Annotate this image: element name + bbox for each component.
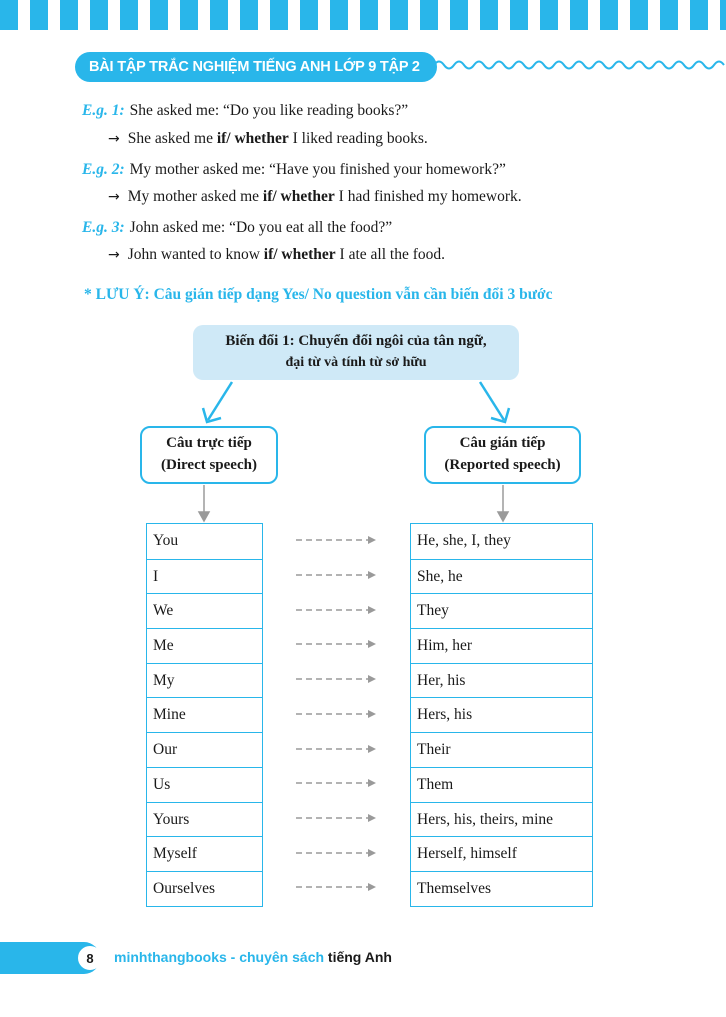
step-line-2: đại từ và tính từ sở hữu (285, 355, 427, 370)
result-keyword: if/ whether (216, 130, 289, 147)
table-cell: Hers, his, theirs, mine (411, 802, 592, 837)
dashed-arrow-icon (296, 882, 376, 892)
result-keyword: if/ whether (263, 246, 336, 263)
result-before: She asked me (127, 130, 213, 147)
reported-speech-subtitle: (Reported speech) (444, 457, 561, 473)
table-cell: Them (411, 767, 592, 802)
footer-brand (114, 949, 392, 965)
result-before: My mother asked me (127, 188, 260, 205)
table-cell: You (153, 532, 179, 549)
result-after: I liked reading books. (292, 130, 428, 147)
table-cell: Our (147, 732, 262, 767)
example-sentence: She asked me: “Do you like reading books?” (129, 102, 409, 119)
note-text: * LƯU Ý: Câu gián tiếp dạng Yes/ No question vẫn cần biến đổi 3 bước (84, 286, 553, 303)
example-sentence: John asked me: “Do you eat all the food?” (129, 219, 393, 236)
table-cell: They (411, 593, 592, 628)
table-cell: Themselves (411, 871, 592, 906)
dashed-arrow-icon (296, 605, 376, 615)
table-cell: He, she, I, they (417, 532, 511, 549)
direct-speech-box (140, 426, 278, 484)
result-keyword: if/ whether (262, 188, 335, 205)
example-tag: E.g. 2: (82, 161, 125, 178)
direct-pronoun-table (146, 523, 263, 907)
dashed-arrow-icon (296, 778, 376, 788)
header-title: BÀI TẬP TRẮC NGHIỆM TIẾNG ANH LỚP 9 TẬP 2 (75, 52, 437, 82)
table-cell: Us (147, 767, 262, 802)
direct-speech-title: Câu trực tiếp (166, 435, 252, 451)
page-number: 8 (78, 946, 102, 970)
dashed-arrow-icon (296, 639, 376, 649)
result-before: John wanted to know (127, 246, 260, 263)
footer-brand-name: minhthangbooks - chuyên sách (114, 949, 325, 965)
table-cell: I (147, 559, 262, 594)
table-cell: Mine (147, 697, 262, 732)
dashed-arrow-icon (296, 570, 376, 580)
reported-speech-title: Câu gián tiếp (459, 435, 546, 451)
reported-speech-box (424, 426, 581, 484)
right-arrow-icon: → (108, 131, 120, 147)
table-cell: Their (411, 732, 592, 767)
example-tag: E.g. 1: (82, 102, 125, 119)
table-cell: Herself, himself (411, 836, 592, 871)
right-arrow-icon: → (108, 247, 120, 263)
example-tag: E.g. 3: (82, 219, 125, 236)
step-box (193, 325, 519, 380)
dashed-arrow-icon (296, 535, 376, 545)
direct-speech-subtitle: (Direct speech) (161, 457, 257, 473)
dashed-arrow-icon (296, 709, 376, 719)
table-cell: She, he (411, 559, 592, 594)
dashed-arrow-icon (296, 674, 376, 684)
dashed-arrow-icon (296, 813, 376, 823)
example-sentence: My mother asked me: “Have you finished your homework?” (129, 161, 506, 178)
table-cell: Him, her (411, 628, 592, 663)
dashed-arrow-icon (296, 848, 376, 858)
dashed-arrow-icon (296, 744, 376, 754)
right-arrow-icon: → (108, 189, 120, 205)
table-cell: My (147, 663, 262, 698)
table-cell: Her, his (411, 663, 592, 698)
table-cell: Ourselves (147, 871, 262, 906)
reported-pronoun-table (410, 523, 593, 907)
step-line-1: Biến đổi 1: Chuyển đổi ngôi của tân ngữ, (225, 333, 487, 349)
table-cell: Myself (147, 836, 262, 871)
table-cell: Me (147, 628, 262, 663)
result-after: I ate all the food. (339, 246, 445, 263)
table-cell: We (147, 593, 262, 628)
table-cell: Yours (147, 802, 262, 837)
footer-brand-tail: tiếng Anh (327, 949, 392, 965)
table-cell: Hers, his (411, 697, 592, 732)
result-after: I had finished my homework. (338, 188, 522, 205)
